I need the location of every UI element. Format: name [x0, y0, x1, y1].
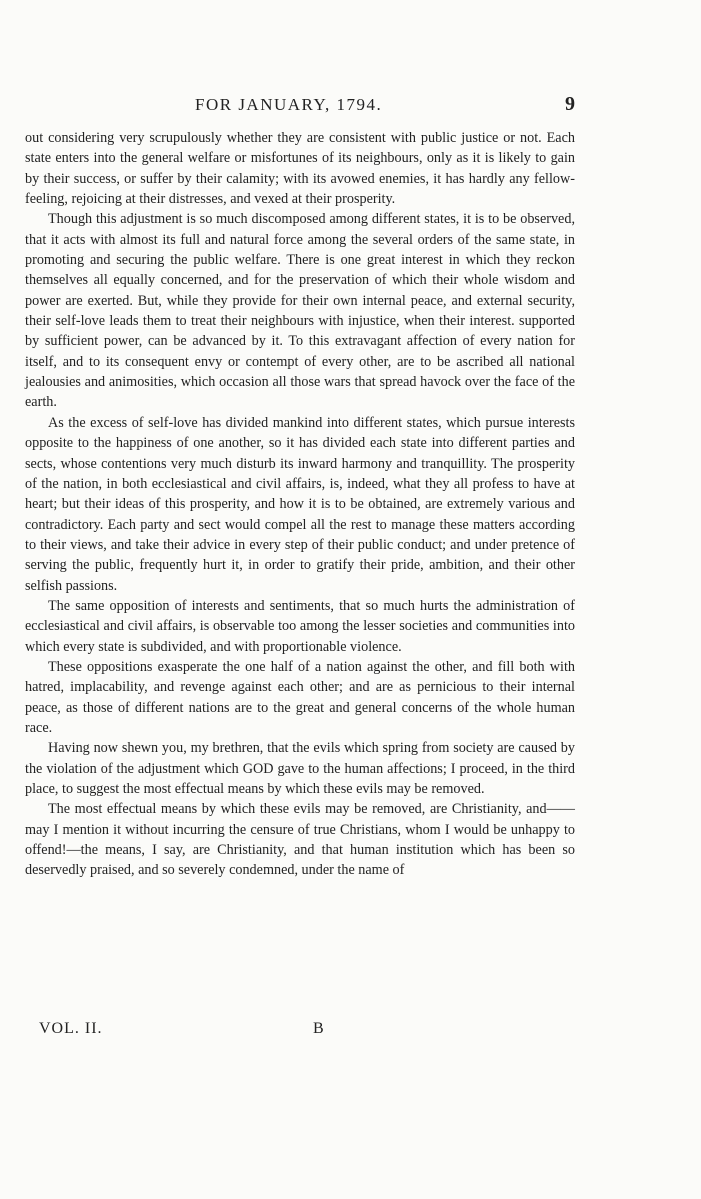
paragraph-2: Though this adjustment is so much discomposed among different states, it is to be observed, that it acts with almost its full and natural force among the several orders of the same state, in promoting and securing the public welfare. There is one great interest in which they reckon themselves all equally concerned, and for the preservation of which their whole wisdom and power are exerted. But, while they provide for their own internal peace, and external security, their self-love leads them to treat their neighbours with injustice, when their interest. supported by sufficient power, can be advanced by it. To this extravagant affection of every nation for itself, and to its consequent envy or contempt of every other, are to be ascribed all national jealousies and animosities, which occasion all those wars that spread havock over the face of the earth. — [25, 211, 575, 411]
paragraph-1: out considering very scrupulously whether they are consistent with public justice or not. Each state enters into the general welfare or misfortunes of its neighbours, only as it is likely to gain by their success, or suffer by their calamity; with its avowed enemies, it has hardly any fellow-feeling, rejoicing at their distresses, and vexed at their prosperity. — [25, 130, 575, 208]
paragraph-5: These oppositions exasperate the one half of a nation against the other, and fill both with hatred, implacability, and revenge against each other; and are as pernicious to their internal peace, as those of different nations are to the great and general concerns of the whole human race. — [25, 658, 575, 736]
page-footer — [25, 1020, 575, 1046]
paragraph-4: The same opposition of interests and sentiments, that so much hurts the administration of ecclesiastical and civil affairs, is observable too among the lesser societies and communities into which every state is subdivided, and with proportionable violence. — [25, 597, 575, 655]
paragraph-3: As the excess of self-love has divided mankind into different states, which pursue interests opposite to the happiness of one another, so it has divided each state into different parties and sects, whose contentions very much disturb its inward harmony and tranquillity. The prosperity of the nation, in both ecclesiastical and civil affairs, is, indeed, what they all profess to have at heart; but their ideas of this prosperity, and how it is to be obtained, are extremely various and contradictory. Each party and sect would compel all the rest to manage these matters according to their views, and take their advice in every step of their public conduct; and under pretence of serving the public, frequently hurt it, in order to gratify their pride, ambition, and their other selfish passions. — [25, 414, 575, 594]
volume-label: VOL. II. — [39, 1020, 103, 1037]
body-text — [25, 128, 575, 881]
signature-mark: B — [313, 1020, 324, 1037]
paragraph-6: Having now shewn you, my brethren, that the evils which spring from society are caused by the violation of the adjustment which GOD gave to the human affections; I proceed, in the third place, to suggest the most effectual means by which these evils may be removed. — [25, 740, 575, 797]
page-number: 9 — [565, 93, 575, 115]
paragraph-7: The most effectual means by which these evils may be removed, are Christianity, and——may I mention it without incurring the censure of true Christians, whom I would be unhappy to offend!—the means, I say, are Christianity, and that human institution which has been so deservedly praised, and so severely condemned, under the name of — [25, 801, 575, 879]
running-head: FOR JANUARY, 1794. — [195, 95, 383, 114]
page-header — [25, 95, 575, 125]
